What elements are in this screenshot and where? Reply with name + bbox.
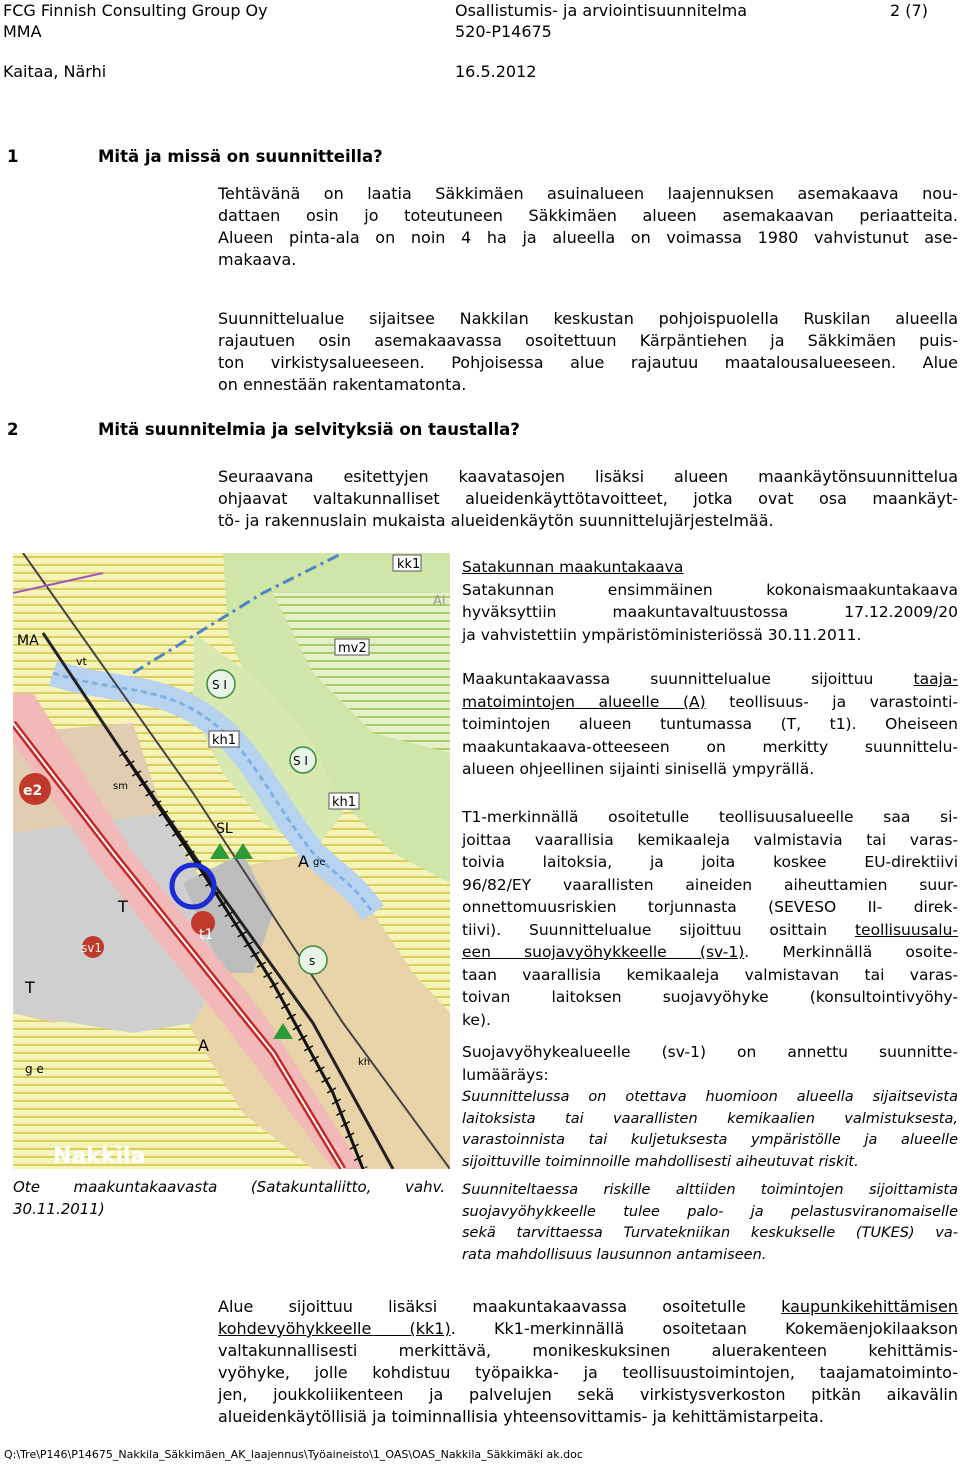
development-zone-paragraph: Alue sijoittuu lisäksi maakuntakaavassa osoitetulle kaupunkikehittämisen kohdevyöhykkeelle (kk1). Kk1-merkinnällä osoitetaan Kokemäenjokilaakson valtakunnallisesti merkittävä, monikeskuksinen aluerakenteen kehittämis- vyöhyke, jolle kohdistuu työpaikka- ja teollisuustoimintojen, taajamatoiminto- jen, joukkoliikenteen ja palvelujen sekä virkistysverkoston pitkän aikavälin alueidenkäytöllisiä ja toiminnallisia yhteensovittamis- ja kehittämistarpeita. bbox=[218, 1297, 959, 1426]
section1-number: 1 bbox=[7, 147, 19, 166]
section1-title: Mitä ja missä on suunnitteilla? bbox=[98, 147, 383, 166]
map-image bbox=[13, 553, 450, 1169]
map-caption: Ote maakuntakaavasta (Satakuntaliitto, vahv. 30.11.2011) bbox=[13, 1178, 445, 1218]
map-label-t1: t1 bbox=[199, 927, 214, 943]
regulation-text-2: Suunniteltaessa riskille alttiiden toimintojen sijoittamista suojavyöhykkeelle tulee palo- ja pelastusviranomaiselle sekä tarvittaessa Turvatekniikan keskukselle (TUKES) va- rata mahdollisuus lausunnon antamiseen. bbox=[462, 1182, 958, 1263]
header-page-number: 2 (7) bbox=[890, 1, 928, 20]
map-label-nakkila: Nakkila bbox=[53, 1144, 146, 1169]
regional-plan-map bbox=[13, 553, 450, 1169]
header-authors: Kaitaa, Närhi bbox=[3, 62, 107, 81]
footer-file-path: Q:\Tre\P146\P14675_Nakkila_Säkkimäen_AK_laajennus\Työaineisto\1_OAS\OAS_Nakkila_Säkkimäki ak.doc bbox=[4, 1448, 583, 1461]
map-label-a-2: A bbox=[198, 1036, 209, 1055]
header-project-number: 520-P14675 bbox=[455, 22, 552, 41]
map-label-kh: kh bbox=[358, 1057, 371, 1068]
regional-plan-paragraph2: Maakuntakaavassa suunnittelualue sijoittuu taaja- matoimintojen alueelle (A) teollisuus- ja varastointi- toimintojen alueen tuntumassa (T, t1). Oheiseen maakuntakaava-otteeseen on merkitty suunnittelu- alueen ohjeellinen sijainti sinisellä ympyrällä. bbox=[462, 670, 958, 778]
map-label-kh1: kh1 bbox=[212, 733, 237, 748]
map-label-kk1: kk1 bbox=[397, 557, 421, 572]
section2-paragraph1: Seuraavana esitettyjen kaavatasojen lisäksi alueen maankäytönsuunnittelua ohjaavat valtakunnalliset alueidenkäyttötavoitteet, jotka ovat osa maankäyt- tö- ja rakennuslain mukaista alueidenkäytön suunnittelujärjestelmää. bbox=[218, 467, 958, 530]
section2-title: Mitä suunnitelmia ja selvityksiä on taustalla? bbox=[98, 420, 520, 439]
header-date: 16.5.2012 bbox=[455, 62, 537, 81]
regulation-intro: Suojavyöhykealueelle (sv-1) on annettu suunnitte- lumääräys: bbox=[462, 1043, 958, 1084]
map-label-sv1: sv1 bbox=[81, 941, 102, 955]
map-label-t-1: T bbox=[118, 897, 128, 916]
map-label-mv2: mv2 bbox=[338, 641, 367, 656]
map-label-s: s bbox=[309, 954, 316, 968]
header-department: MMA bbox=[3, 22, 42, 41]
header-company: FCG Finnish Consulting Group Oy bbox=[3, 1, 268, 20]
section1-paragraph1: Tehtävänä on laatia Säkkimäen asuinalueen laajennuksen asemakaava nou- dattaen osin jo toteutuneen Säkkimäen alueen asemakaavan periaatteita. Alueen pinta-ala on noin 4 ha ja alueella on voimassa 1980 vahvistunut ase- makaava. bbox=[218, 184, 958, 269]
map-label-ge-2: ge bbox=[313, 857, 326, 868]
map-label-al: Al bbox=[433, 594, 446, 609]
map-label-sl: SL bbox=[216, 821, 233, 837]
map-label-e2: e2 bbox=[23, 783, 43, 799]
regional-plan-text: Satakunnan maakuntakaava Satakunnan ensimmäinen kokonaismaakuntakaava hyväksyttiin maakuntavaltuustossa 17.12.2009/20 ja vahvistettiin ympäristöministeriössä 30.11.2011. bbox=[462, 558, 958, 644]
map-label-kh1-b: kh1 bbox=[332, 795, 357, 810]
map-label-sm: sm bbox=[113, 781, 128, 792]
header-doc-title: Osallistumis- ja arviointisuunnitelma bbox=[455, 1, 748, 20]
map-label-sl-2: S I bbox=[293, 754, 308, 768]
section2-number: 2 bbox=[7, 420, 19, 439]
regional-plan-heading: Satakunnan maakuntakaava bbox=[462, 558, 684, 576]
map-label-ge: g e bbox=[25, 1062, 44, 1076]
map-label-ma: MA bbox=[17, 633, 39, 649]
map-label-vt: vt bbox=[76, 655, 87, 668]
regional-plan-paragraph3: T1-merkinnällä osoitetulle teollisuusalueelle saa si- joittaa vaarallisia kemikaaleja valmistavia tai varas- toivia laitoksia, ja joita koskee EU-direktiivi 96/82/EY vaarallisten aineiden aiheuttamien suur- onnettomuusriskien torjunnasta (SEVESO II- direk- tiivi). Suunnittelualue sijoittuu osittain teollisuusalu- een suojavyöhykkeelle (sv-1). Merkinnällä osoite- taan vaarallisia kemikaaleja valmistavan tai varas- toivan laitoksen suojavyöhyke (konsultointivyöhy- ke). bbox=[462, 808, 958, 1029]
map-label-sl-1: S I bbox=[212, 678, 227, 692]
map-label-a-1: A bbox=[298, 852, 309, 871]
map-label-t-2: T bbox=[25, 978, 35, 997]
regulation-text-1: Suunnittelussa on otettava huomioon alueella sijaitsevista laitoksista tai vaarallisten kemikaalien valmistuksesta, varastoinnista tai kuljetuksesta ympäristölle ja alueelle sijoittuville toiminnoille mahdollisesti aiheutuvat riskit. bbox=[462, 1089, 958, 1170]
section1-paragraph2: Suunnittelualue sijaitsee Nakkilan keskustan pohjoispuolella Ruskilan alueella rajautuen osin asemakaavassa osoitettuun Kärpäntiehen ja Säkkimäen puis- ton virkistysalueeseen. Pohjoisessa alue rajautuu maatalousalueeseen. Alue on ennestään rakentamatonta. bbox=[218, 309, 958, 394]
